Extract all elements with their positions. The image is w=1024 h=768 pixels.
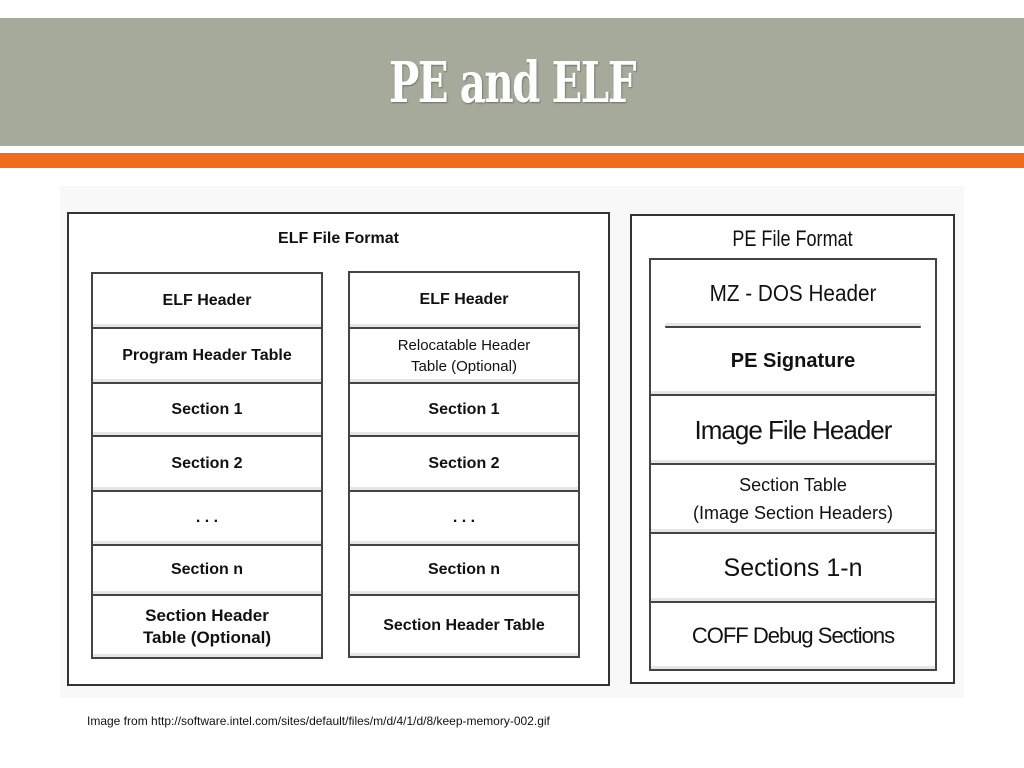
elf-right-section: Section 1 bbox=[350, 384, 578, 437]
pe-sections-stack bbox=[649, 258, 937, 671]
elf-left-section: Section n bbox=[93, 546, 321, 596]
format-diagram bbox=[60, 186, 964, 698]
pe-section: PE Signature bbox=[651, 328, 935, 396]
pe-section: Sections 1-n bbox=[651, 534, 935, 603]
elf-linking-view bbox=[91, 272, 323, 659]
elf-right-section: Section n bbox=[350, 546, 578, 596]
elf-left-section: Program Header Table bbox=[93, 329, 321, 384]
elf-right-section: Section Header Table bbox=[350, 596, 578, 656]
slide-title: PE and ELF bbox=[388, 50, 636, 116]
pe-format-box bbox=[630, 214, 955, 684]
elf-execution-view bbox=[348, 271, 580, 658]
elf-right-section: Relocatable Header Table (Optional) bbox=[350, 329, 578, 384]
elf-left-section: . . . bbox=[93, 492, 321, 546]
pe-section: MZ - DOS Header bbox=[665, 260, 921, 328]
pe-section: Image File Header bbox=[651, 396, 935, 465]
elf-format-title: ELF File Format bbox=[278, 230, 399, 247]
accent-bar bbox=[0, 153, 1024, 168]
elf-right-section: Section 2 bbox=[350, 437, 578, 492]
elf-left-section: Section 1 bbox=[93, 384, 321, 437]
elf-right-section: ELF Header bbox=[350, 273, 578, 329]
image-source-caption: Image from http://software.intel.com/sites/default/files/m/d/4/1/d/8/keep-memory-002.gif bbox=[87, 714, 550, 728]
elf-left-section: Section Header Table (Optional) bbox=[93, 596, 321, 657]
elf-left-section: Section 2 bbox=[93, 437, 321, 492]
elf-left-section: ELF Header bbox=[93, 274, 321, 329]
elf-right-section: . . . bbox=[350, 492, 578, 546]
pe-section: COFF Debug Sections bbox=[651, 603, 935, 669]
pe-section: Section Table (Image Section Headers) bbox=[651, 465, 935, 534]
elf-format-box bbox=[67, 212, 610, 686]
pe-format-title: PE File Format bbox=[732, 226, 853, 251]
